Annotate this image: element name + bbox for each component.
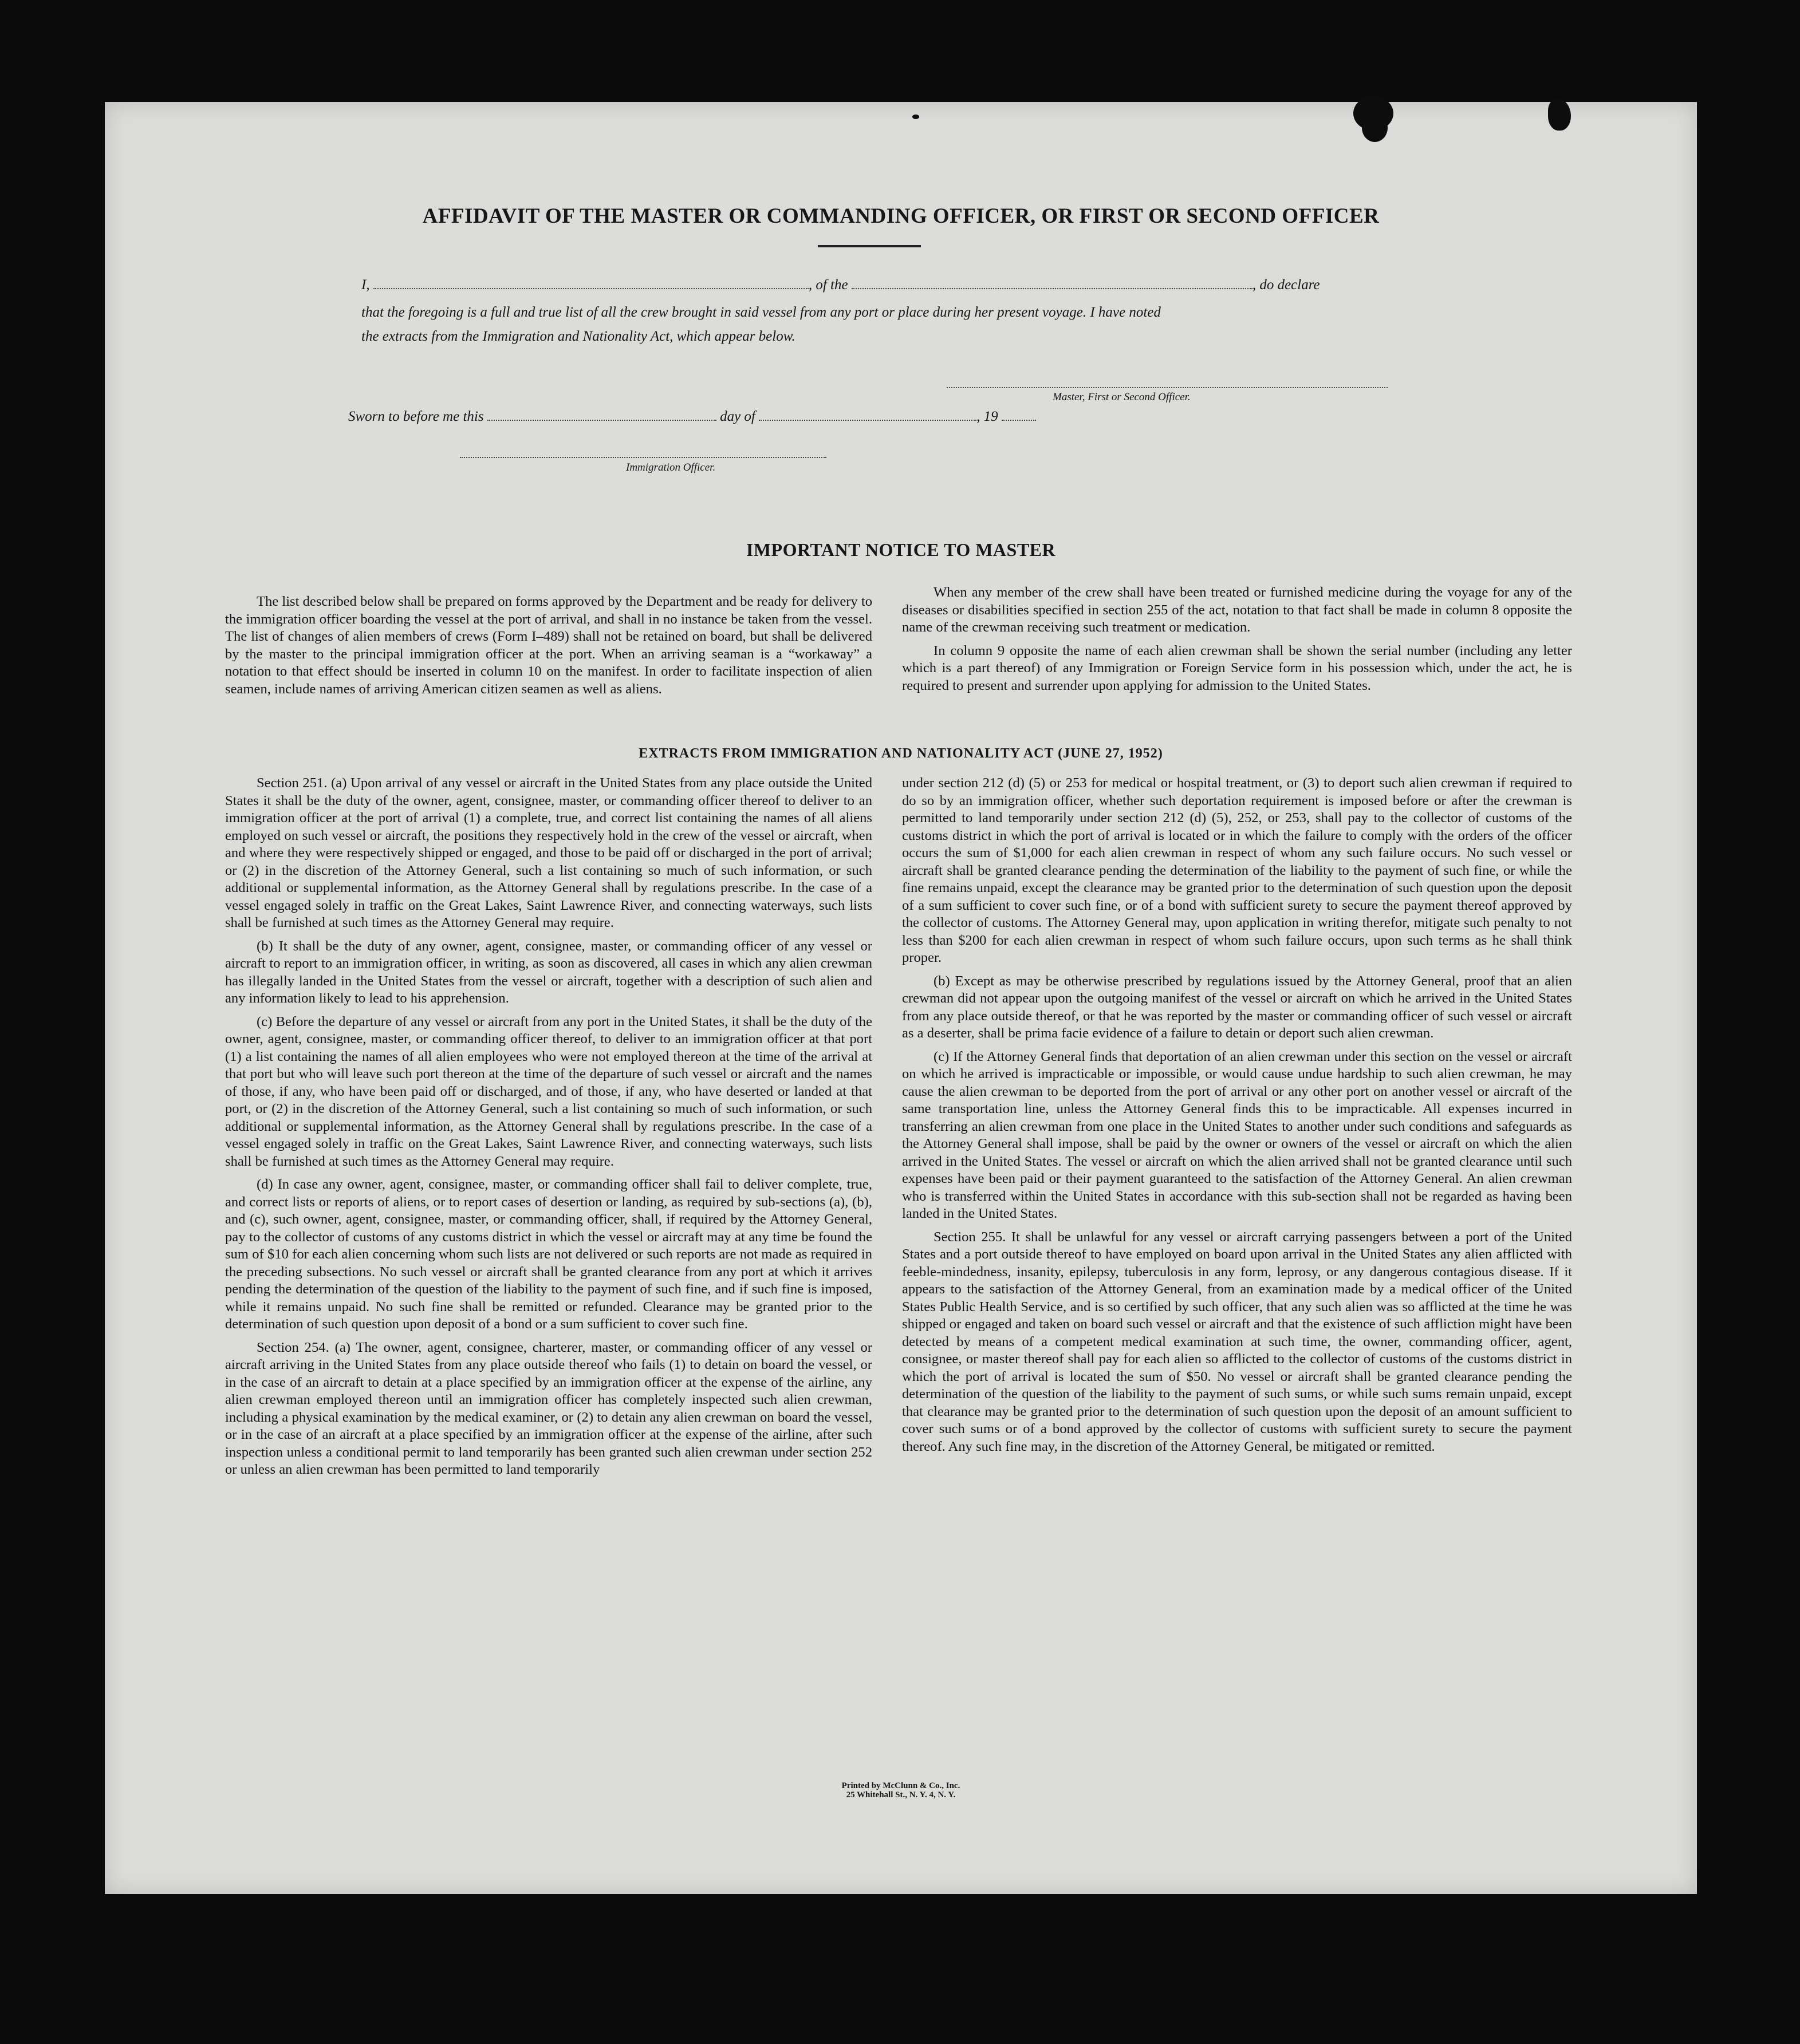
notice-paragraph: The list described below shall be prepared on forms approved by the Department and be ready for delivery to the immigration officer boarding the vessel at the port of arrival, and shall in no instance be taken from the vessel. The list of changes of alien members of crews (Form I–489) shall not be retained on board, but shall be delivered by the master to the principal immigration officer at the port. When an arriving seaman is a “workaway” a notation to that effect should be inserted in column 10 on the manifest. In order to facilitate inspection of alien seamen, include names of arriving American citizen seamen as well as aliens. (225, 594, 872, 697)
section-paragraph: (b) Except as may be otherwise prescribed by regulations issued by the Attorney General, proof that an alien crewman did not appear upon the outgoing manifest of the vessel or aircraft on which he arrived in the United States from any place outside thereof, or that he was reported by the master or commanding officer of such vessel or aircraft as a deserter, shall be prima facie evidence of a failure to detain or deport such alien crewman. (902, 973, 1572, 1041)
section-paragraph: Section 255. It shall be unlawful for any vessel or aircraft carrying passengers between a port of the United States and a port outside thereof to have employed on board upon arrival in the United States any alien afflicted with feeble-mindedness, insanity, epilepsy, tuberculosis in any form, leprosy, or any dangerous contagious disease. If it appears to the satisfaction of the Attorney General, from an examination made by a medical officer of the United States Public Health Service, and is so certified by such officer, that any such alien was so afflicted at the time he was shipped or engaged and taken on board such vessel or aircraft and that the existence of such affliction might have been detected by means of a competent medical examination at such time, the owner, commanding officer, agent, consignee, or master thereof shall pay for each alien so afflicted to the collector of customs of the customs district in which the port of arrival is located the sum of $50. No vessel or aircraft shall be granted clearance pending the determination of the question of the liability to the payment of such sums, or while such sums remain unpaid, except that clearance may be granted prior to the determination of such question upon the deposit of an amount sufficient to cover such sums or of a bond approved by the collector of customs with sufficient surety to secure the payment thereof. Any such fine may, in the discretion of the Attorney General, be mitigated or remitted. (902, 1229, 1572, 1454)
title-underline (818, 245, 921, 247)
officer-caption: Immigration Officer. (626, 461, 716, 473)
section-paragraph: under section 212 (d) (5) or 253 for medical or hospital treatment, or (3) to deport such alien crewman if required to do so by an immigration officer, whether such deportation requirement is imposed before or after the crewman is permitted to land temporarily under section 212 (d) (5), 252, or 253, shall pay to the collector of customs of the customs district in which the port of arrival is located or in which the failure to comply with the orders of the officer occurs the sum of $1,000 for each alien crewman in respect of whom any such failure occurs. No such vessel or aircraft shall be granted clearance pending the determination of the liability to the payment of such fine, or while the fine remains unpaid, except the clearance may be granted prior to the determination of such question upon the deposit of a sum sufficient to cover such fine, or of a bond with sufficient surety to secure the payment thereof approved by the collector of customs. The Attorney General may, upon application in writing therefor, mitigate such penalty to not less than $200 for each alien crewman in respect of whom such failure occurs, upon such terms as he shall think proper. (902, 775, 1572, 965)
affidavit-line-1 (361, 274, 1490, 297)
i-label: I, (361, 277, 370, 293)
document-page (105, 102, 1697, 1894)
extracts-title: EXTRACTS FROM IMMIGRATION AND NATIONALITY ACT (JUNE 27, 1952) (639, 746, 1163, 761)
day-of-label: day of (720, 409, 755, 424)
affidavit-line-3: the extracts from the Immigration and Nationality Act, which appear below. (361, 329, 795, 344)
section-paragraph: (d) In case any owner, agent, consignee, master, or commanding officer shall fail to deliver complete, true, and correct lists or reports of aliens, or to report cases of desertion or landing, as required by sub-sections (a), (b), and (c), such owner, agent, consignee, master, or commanding officer, shall, if required by the Attorney General, pay to the collector of customs of any customs district in which the vessel or aircraft may at any time be found the sum of $10 for each alien concerning whom such lists are not delivered or such reports are not made as required in the preceding subsections. No such vessel or aircraft shall be granted clearance from any port at which it arrives pending the determination of the question of the liability to the payment of such fine, and if such fine is imposed, while it remains unpaid. No such fine shall be remitted or refunded. Clearance may be granted prior to the determination of such question upon deposit of a bond or a sum sufficient to cover such fine. (225, 1177, 872, 1332)
sworn-month-field[interactable] (759, 408, 976, 421)
extracts-right-column (902, 775, 1572, 1461)
document-title: AFFIDAVIT OF THE MASTER OR COMMANDING OFFICER, OR FIRST OR SECOND OFFICER (422, 204, 1380, 228)
of-the-label: , of the (808, 277, 848, 293)
master-signature-line[interactable] (947, 387, 1388, 388)
section-paragraph: Section 254. (a) The owner, agent, consignee, charterer, master, or commanding officer of any vessel or aircraft arriving in the United States from any place outside thereof who fails (1) to detain on board the vessel, or in the case of an aircraft to detain at a place specified by an immigration officer at the expense of the airline, any alien crewman employed thereon until an immigration officer has completely inspected such alien crewman, including a physical examination by the medical examiner, or (2) to detain any alien crewman on board the vessel, or in the case of an aircraft at a place specified by an immigration officer at the expense of the airline, after such inspection unless a conditional permit to land temporarily has been granted such alien crewman under section 252 or unless an alien crewman has been permitted to land temporarily (225, 1339, 872, 1477)
do-declare-label: , do declare (1252, 277, 1320, 293)
section-paragraph: (b) It shall be the duty of any owner, agent, consignee, master, or commanding officer of any vessel or aircraft to report to an immigration officer, in writing, as soon as discovered, all cases in which any alien crewman has illegally landed in the United States from the vessel or aircraft, together with a description of such alien and any information likely to lead to his apprehension. (225, 938, 872, 1006)
printer-line: Printed by McClunn & Co., Inc. (841, 1781, 960, 1790)
printer-imprint (792, 1781, 1010, 1800)
affidavit-line-2: that the foregoing is a full and true list of all the crew brought in said vessel from any port or place during her present voyage. I have noted (361, 305, 1161, 320)
printer-line: 25 Whitehall St., N. Y. 4, N. Y. (846, 1790, 956, 1800)
sworn-year-field[interactable] (1002, 408, 1036, 421)
name-field[interactable] (373, 277, 809, 289)
notice-right-column (902, 584, 1572, 700)
vessel-field[interactable] (852, 277, 1252, 289)
master-caption: Master, First or Second Officer. (1053, 391, 1191, 403)
sworn-line (348, 405, 1207, 428)
notice-paragraph: In column 9 opposite the name of each alien crewman shall be shown the serial number (including any letter which is a part thereof) of any Immigration or Foreign Service form in his possession which, under the act, he is required to present and surrender upon applying for admission to the United States. (902, 642, 1572, 693)
notice-paragraph: When any member of the crew shall have been treated or furnished medicine during the voyage for any of the diseases or disabilities specified in section 255 of the act, notation to that fact shall be made in column 8 opposite the name of the crewman receiving such treatment or medication. (902, 585, 1572, 635)
ink-blot (1548, 99, 1571, 131)
notice-title: IMPORTANT NOTICE TO MASTER (746, 539, 1056, 560)
year-label: , 19 (976, 409, 998, 424)
extracts-left-column (225, 775, 872, 1485)
ink-blot (1362, 113, 1388, 142)
officer-signature-line[interactable] (460, 457, 826, 458)
section-paragraph: (c) Before the departure of any vessel or aircraft from any port in the United States, it shall be the duty of the owner, agent, consignee, master, or commanding officer thereof, to deliver to an immigration officer at that port (1) a list containing the names of all alien employees who were not employed thereon at the time of the arrival at that port but who will leave such port thereon at the time of the departure of such vessel or aircraft and the names of those, if any, who have been paid off or discharged, and of those, if any, who have deserted or landed at that port, or (2) in the discretion of the Attorney General, such a list containing so much of such information, or such additional or supplemental information, as the Attorney General shall by regulations prescribe. In the case of a vessel engaged solely in traffic on the Great Lakes, Saint Lawrence River, and connecting waterways, such lists shall be furnished at such times as the Attorney General may require. (225, 1013, 872, 1169)
notice-left-column (225, 593, 872, 704)
section-paragraph: Section 251. (a) Upon arrival of any vessel or aircraft in the United States from any place outside the United States it shall be the duty of the owner, agent, consignee, master, or commanding officer thereof to deliver to an immigration officer at the port of arrival (1) a complete, true, and correct list containing the names of all aliens employed on such vessel or aircraft, the positions they respectively hold in the crew of the vessel or aircraft, when and where they were respectively shipped or engaged, and those to be paid off or discharged in the port of arrival; or (2) in the discretion of the Attorney General, such a list containing so much of such information, or such additional or supplemental information, as the Attorney General shall by regulations prescribe. In the case of a vessel engaged solely in traffic on the Great Lakes, Saint Lawrence River, and connecting waterways, such lists shall be furnished at such times as the Attorney General may require. (225, 775, 872, 930)
sworn-label: Sworn to before me this (348, 409, 484, 424)
ink-blot (912, 115, 919, 119)
section-paragraph: (c) If the Attorney General finds that deportation of an alien crewman under this section on the vessel or aircraft on which he arrived is impracticable or impossible, or would cause undue hardship to such alien crewman, he may cause the alien crewman to be deported from the port of arrival or any other port on another vessel or aircraft of the same transportation line, unless the Attorney General finds this to be impracticable. All expenses incurred in transferring an alien crewman from one place in the United States to another under such conditions and safeguards as the Attorney General shall impose, shall be paid by the owner or owners of the vessel or aircraft on which the alien arrived in the United States. The vessel or aircraft on which the alien arrived shall not be granted clearance until such expenses have been paid or their payment guaranteed to the satisfaction of the Attorney General. An alien crewman who is transferred within the United States in accordance with this sub-section shall not be regarded as having been landed in the United States. (902, 1048, 1572, 1221)
sworn-day-field[interactable] (487, 408, 716, 421)
